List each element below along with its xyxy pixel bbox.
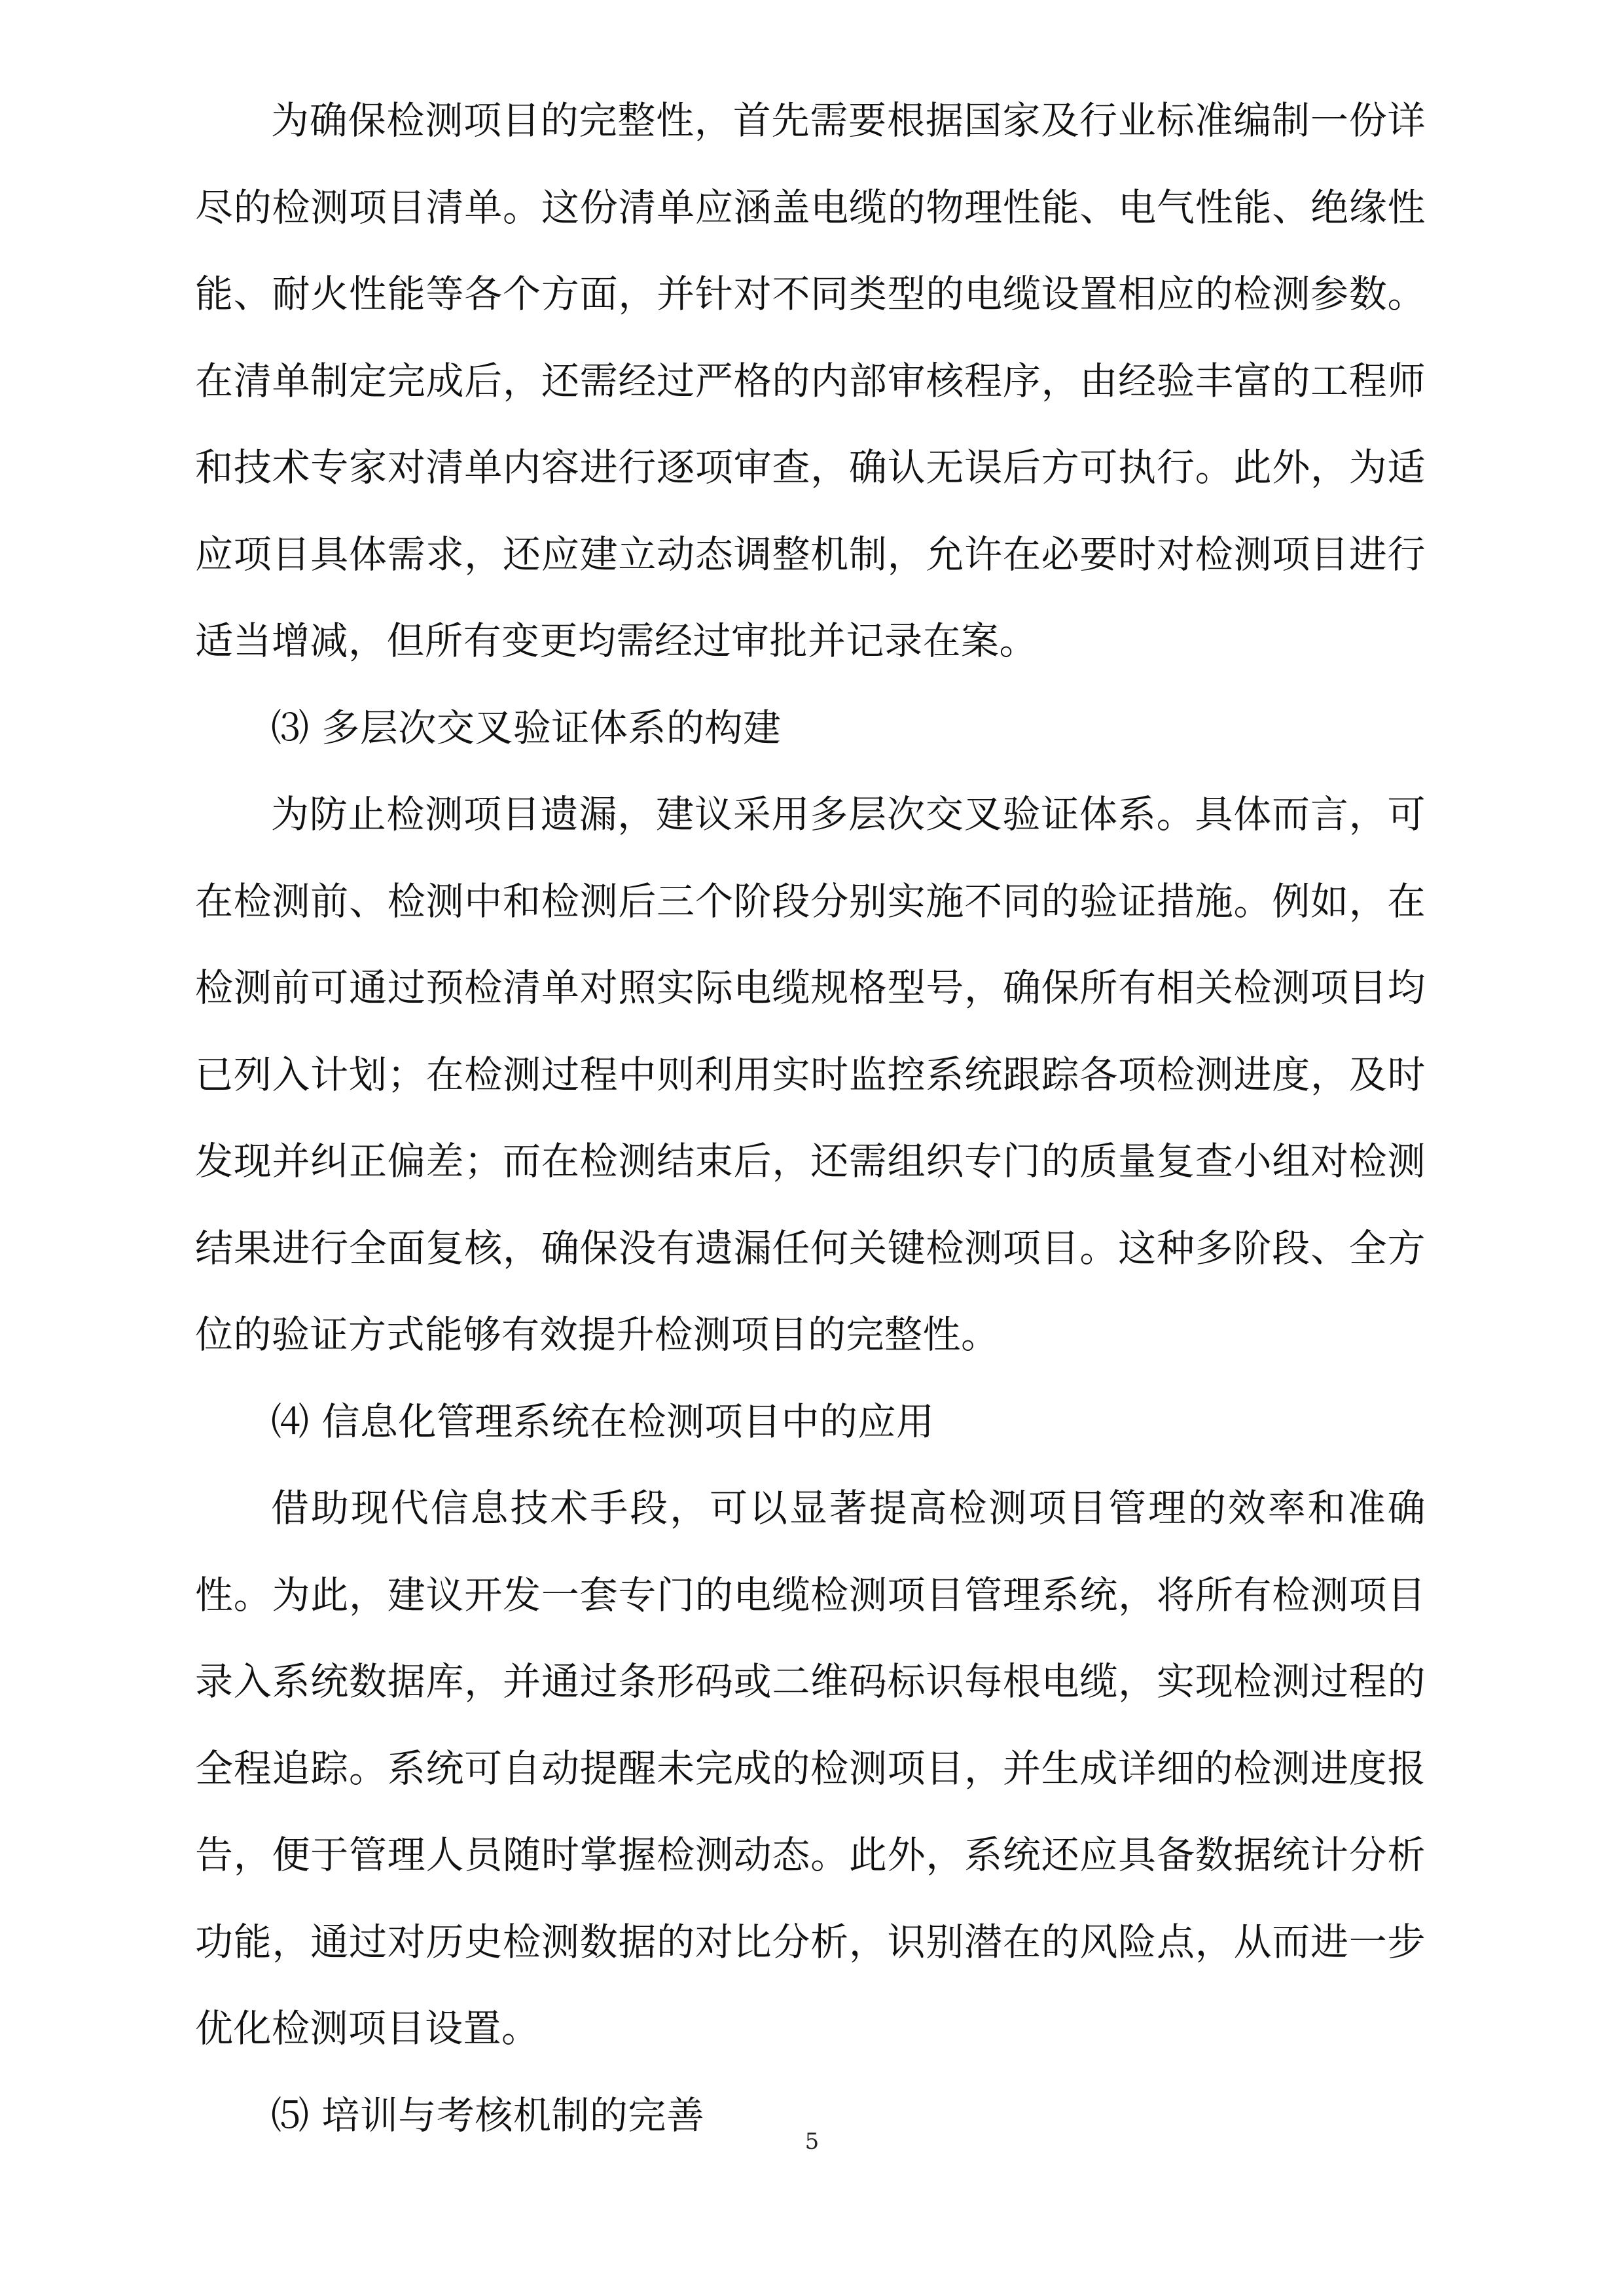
section-heading-5: ⑸ 培训与考核机制的完善: [271, 2092, 705, 2138]
section-heading-4: ⑷ 信息化管理系统在检测项目中的应用: [271, 1399, 935, 1444]
paragraph-checklist: 为确保检测项目的完整性，首先需要根据国家及行业标准编制一份详尽的检测项目清单。这份清单应涵盖电缆的物理性能、电气性能、绝缘性能、耐火性能等各个方面，并针对不同类型的电缆设置相应的检测参数。在清单制定完成后，还需经过严格的内部审核程序，由经验丰富的工程师和技术专家对清单内容进行逐项审查，确认无误后方可执行。此外，为适应项目具体需求，还应建立动态调整机制，允许在必要时对检测项目进行适当增减，但所有变更均需经过审批并记录在案。: [195, 98, 1426, 663]
paragraph-information-system: 借助现代信息技术手段，可以显著提高检测项目管理的效率和准确性。为此，建议开发一套专门的电缆检测项目管理系统，将所有检测项目录入系统数据库，并通过条形码或二维码标识每根电缆，实现检测过程的全程追踪。系统可自动提醒未完成的检测项目，并生成详细的检测进度报告，便于管理人员随时掌握检测动态。此外，系统还应具备数据统计分析功能，通过对历史检测数据的对比分析，识别潜在的风险点，从而进一步优化检测项目设置。: [195, 1486, 1426, 2051]
section-heading-3: ⑶ 多层次交叉验证体系的构建: [271, 705, 782, 750]
page-number: 5: [804, 2128, 820, 2155]
paragraph-cross-validation: 为防止检测项目遗漏，建议采用多层次交叉验证体系。具体而言，可在检测前、检测中和检测后三个阶段分别实施不同的验证措施。例如，在检测前可通过预检清单对照实际电缆规格型号，确保所有相关检测项目均已列入计划；在检测过程中则利用实时监控系统跟踪各项检测进度，及时发现并纠正偏差；而在检测结束后，还需组织专门的质量复查小组对检测结果进行全面复核，确保没有遗漏任何关键检测项目。这种多阶段、全方位的验证方式能够有效提升检测项目的完整性。: [195, 792, 1426, 1357]
body-text: [195, 77, 1426, 2159]
